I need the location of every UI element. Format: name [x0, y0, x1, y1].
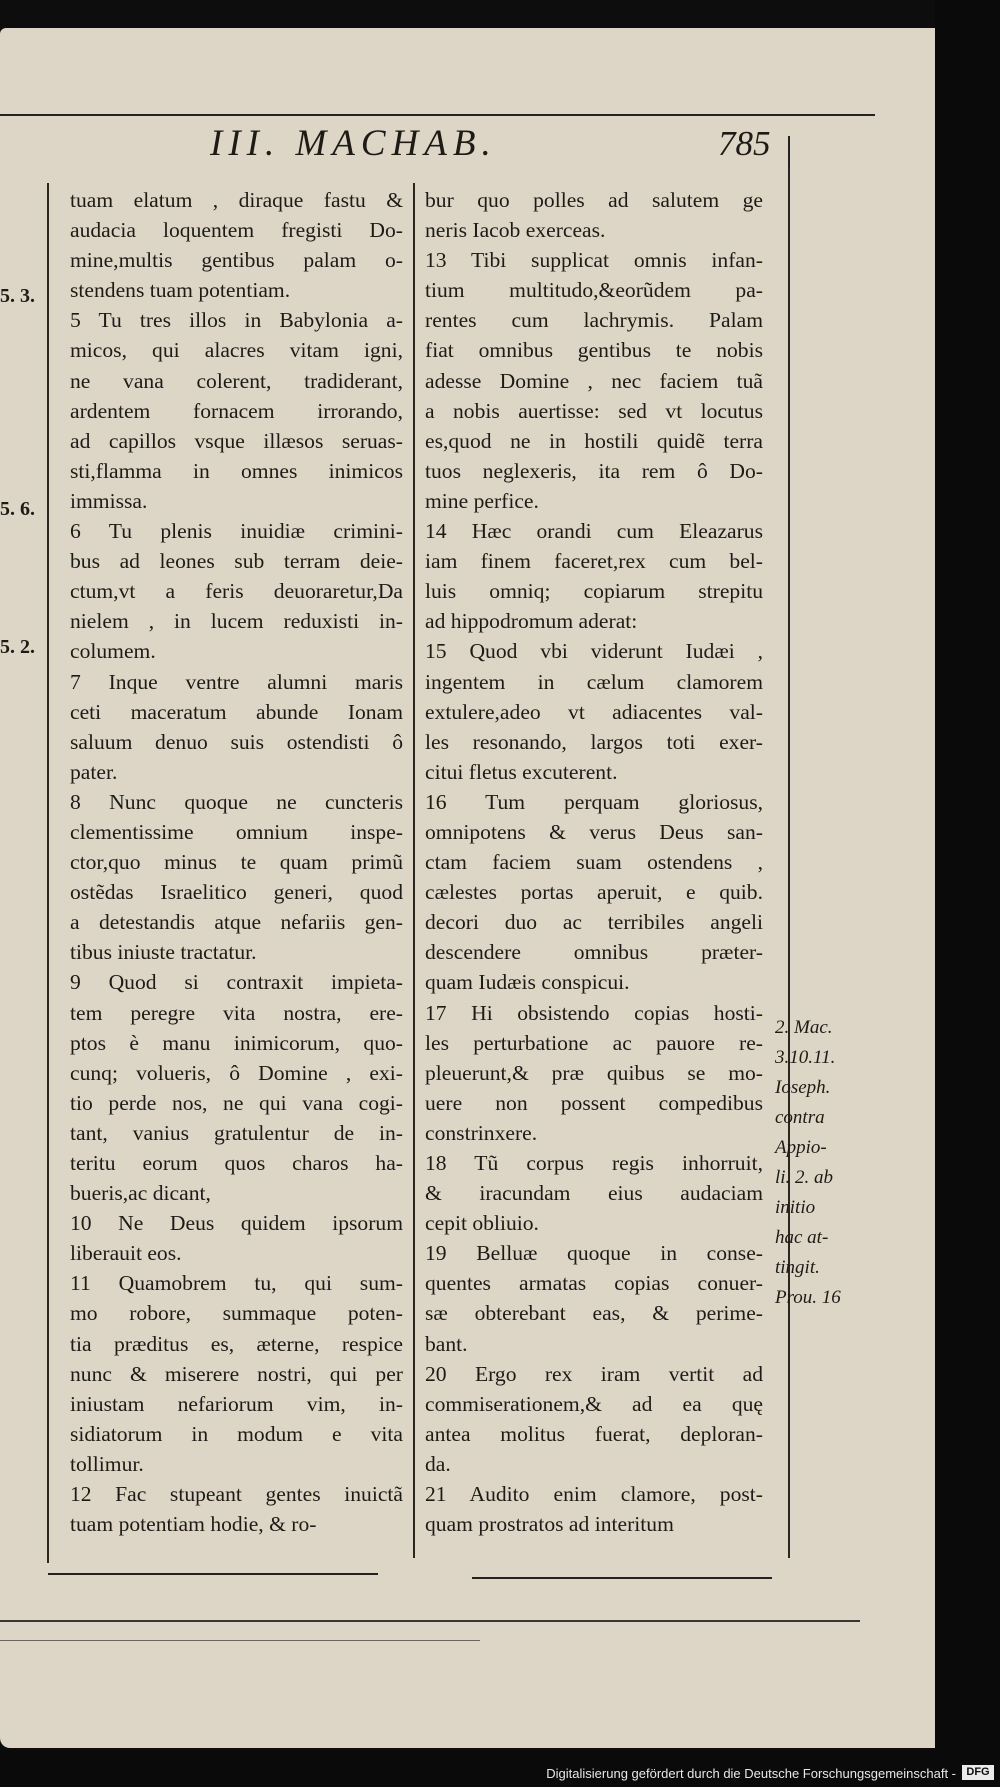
text-line: cepit obliuio. [425, 1211, 539, 1236]
text-line: luis omniq; copiarum strepitu [425, 579, 763, 604]
book-page [0, 28, 962, 1748]
text-line: ostẽdas Israelitico generi, quod [70, 880, 403, 905]
text-line: tem peregre vita nostra, ere- [70, 1000, 403, 1025]
margin-ref: 5. 6. [0, 498, 35, 520]
text-line: nielem , in lucem reduxisti in- [70, 609, 403, 634]
text-line: bant. [425, 1331, 468, 1356]
header-bar [788, 136, 790, 170]
text-line: teritu eorum quos charos ha- [70, 1151, 403, 1175]
text-line: commiserationem,& ad ea quę [425, 1391, 763, 1416]
text-line: saluum denuo suis ostendisti ô [70, 729, 403, 754]
text-line: iniustam nefariorum vim, in- [70, 1391, 403, 1416]
right-margin-rule [788, 168, 790, 1558]
text-line: a nobis auertisse: sed vt locutus [425, 398, 763, 423]
bottom-rule [48, 1573, 378, 1575]
text-line: ceti maceratum abunde Ionam [70, 699, 403, 724]
page-edge-line [0, 1620, 860, 1622]
left-text-column [70, 185, 403, 1539]
text-line: tollimur. [70, 1451, 144, 1476]
text-line: descendere omnibus præter- [425, 940, 763, 965]
text-line: cælestes portas aperuit, e quib. [425, 880, 763, 905]
text-line: antea molitus fuerat, deploran- [425, 1421, 763, 1446]
left-margin-rule [47, 183, 49, 1563]
margin-note-line: 2. Mac. [775, 1017, 833, 1038]
text-line: decori duo ac terribiles angeli [425, 910, 763, 935]
text-line: pater. [70, 759, 118, 784]
text-line: bueris,ac dicant, [70, 1181, 211, 1206]
text-line: & iracundam eius audaciam [425, 1181, 763, 1206]
text-line: ctum,vt a feris deuoraretur,Da [70, 579, 403, 604]
text-line: ctam faciem suam ostendens , [425, 850, 763, 875]
text-line: pleuerunt,& præ quibus se mo- [425, 1060, 763, 1085]
text-line: adesse Domine , nec faciem tuã [425, 368, 763, 393]
text-line: citui fletus excuterent. [425, 759, 618, 784]
text-line: stendens tuam potentiam. [70, 278, 291, 303]
text-line: tia præditus es, æterne, respice [70, 1331, 403, 1356]
margin-note-line: li. 2. ab [775, 1167, 834, 1188]
text-line: sti,flamma in omnes inimicos [70, 458, 403, 483]
text-line: mine perfice. [425, 488, 539, 513]
text-line: 19 Belluæ quoque in conse- [425, 1241, 763, 1266]
bottom-rule [472, 1577, 772, 1579]
margin-ref: 5. 3. [0, 285, 35, 307]
book-gutter-shadow [935, 0, 1000, 1787]
text-line: quentes armatas copias conuer- [425, 1271, 763, 1296]
text-line: iam finem faceret,rex cum bel- [425, 549, 763, 574]
right-text-column [425, 185, 763, 1539]
text-line: 13 Tibi supplicat omnis infan- [425, 248, 763, 273]
text-line: omnipotens & verus Deus san- [425, 819, 763, 844]
text-line: 12 Fac stupeant gentes inuictã [70, 1482, 403, 1507]
text-line: fiat omnibus gentibus te nobis [425, 338, 763, 363]
right-margin-notes [775, 1013, 895, 1313]
text-line: liberauit eos. [70, 1241, 182, 1266]
text-line: 5 Tu tres illos in Babylonia a- [70, 308, 403, 333]
text-line: es,quod ne in hostili quidẽ terra [425, 428, 763, 453]
text-line: tuam potentiam hodie, & ro- [70, 1512, 317, 1537]
text-line: tuos neglexeris, ita rem ô Do- [425, 458, 763, 483]
text-line: 10 Ne Deus quidem ipsorum [70, 1211, 403, 1236]
text-line: ad hippodromum aderat: [425, 609, 638, 634]
text-line: ingentem in cælum clamorem [425, 669, 763, 694]
margin-note-line: 3.10.11. [775, 1047, 836, 1068]
text-line: uere non possent compedibus [425, 1090, 763, 1115]
text-line: neris Iacob exerceas. [425, 218, 606, 243]
column-divider [413, 183, 415, 1558]
margin-note-line: initio [775, 1197, 816, 1218]
text-line: les resonando, largos toti exer- [425, 729, 763, 754]
text-line: a detestandis atque nefariis gen- [70, 910, 403, 935]
text-line: tibus iniuste tractatur. [70, 940, 257, 965]
text-line: ad capillos vsque illæsos seruas- [70, 428, 403, 453]
text-line: ptos è manu inimicorum, quo- [70, 1030, 403, 1055]
text-line: tant, vanius gratulentur de in- [70, 1120, 403, 1145]
text-line: 20 Ergo rex iram vertit ad [425, 1361, 763, 1386]
text-line: immissa. [70, 488, 148, 513]
text-line: constrinxere. [425, 1120, 538, 1145]
text-line: les perturbatione ac pauore re- [425, 1030, 763, 1055]
page-edge-line [0, 1640, 480, 1641]
text-line: sæ obterebant eas, & perime- [425, 1301, 763, 1326]
text-line: mine,multis gentibus palam o- [70, 248, 403, 273]
margin-ref: 5. 2. [0, 636, 35, 658]
text-line: micos, qui alacres vitam igni, [70, 338, 403, 363]
margin-note-line: Prou. 16 [775, 1287, 841, 1308]
text-line: 7 Inque ventre alumni maris [70, 669, 403, 694]
digitization-credit: Digitalisierung gefördert durch die Deutsche Forschungsgemeinschaft - [546, 1766, 956, 1781]
text-line: 16 Tum perquam gloriosus, [425, 789, 763, 814]
text-line: 8 Nunc quoque ne cuncteris [70, 789, 403, 814]
text-line: 6 Tu plenis inuidiæ crimini- [70, 519, 403, 544]
running-title: III. MACHAB. [210, 123, 497, 164]
text-line: cunq; volueris, ô Domine , exi- [70, 1060, 403, 1085]
text-line: 14 Hæc orandi cum Eleazarus [425, 519, 763, 544]
text-line: nunc & miserere nostri, qui per [70, 1361, 403, 1386]
text-line: da. [425, 1451, 451, 1476]
text-line: audacia loquentem fregisti Do- [70, 218, 403, 243]
text-line: ardentem fornacem irrorando, [70, 398, 403, 423]
text-line: mo robore, summaque poten- [70, 1301, 403, 1326]
text-line: ctor,quo minus te quam primũ [70, 850, 403, 875]
dfg-logo: DFG [962, 1765, 994, 1780]
margin-note-line: Appio- [775, 1137, 827, 1158]
margin-note-line: tingit. [775, 1257, 820, 1278]
header-rule [0, 114, 875, 116]
text-line: sidiatorum in modum e vita [70, 1421, 403, 1446]
text-line: 17 Hi obsistendo copias hosti- [425, 1000, 763, 1025]
text-line: 11 Quamobrem tu, qui sum- [70, 1271, 403, 1296]
margin-note-line: hac at- [775, 1227, 829, 1248]
text-line: extulere,adeo vt adiacentes val- [425, 699, 763, 724]
text-line: 18 Tũ corpus regis inhorruit, [425, 1151, 763, 1175]
text-line: 9 Quod si contraxit impieta- [70, 970, 403, 995]
text-line: columem. [70, 639, 156, 664]
text-line: 21 Audito enim clamore, post- [425, 1482, 763, 1507]
text-line: rentes cum lachrymis. Palam [425, 308, 763, 333]
text-line: tio perde nos, ne qui vana cogi- [70, 1090, 403, 1115]
text-line: bur quo polles ad salutem ge [425, 188, 763, 212]
text-line: quam Iudæis conspicui. [425, 970, 630, 995]
margin-note-line: contra [775, 1107, 825, 1128]
text-line: 15 Quod vbi viderunt Iudæi , [425, 639, 763, 664]
text-line: quam prostratos ad interitum [425, 1512, 674, 1537]
page-number: 785 [718, 124, 771, 163]
text-line: tuam elatum , diraque fastu & [70, 188, 403, 212]
text-line: tium multitudo,&eorũdem pa- [425, 278, 763, 303]
text-line: bus ad leones sub terram deie- [70, 549, 403, 574]
text-line: ne vana colerent, tradiderant, [70, 368, 403, 393]
text-line: clementissime omnium inspe- [70, 819, 403, 844]
margin-note-line: Ioseph. [775, 1077, 831, 1098]
